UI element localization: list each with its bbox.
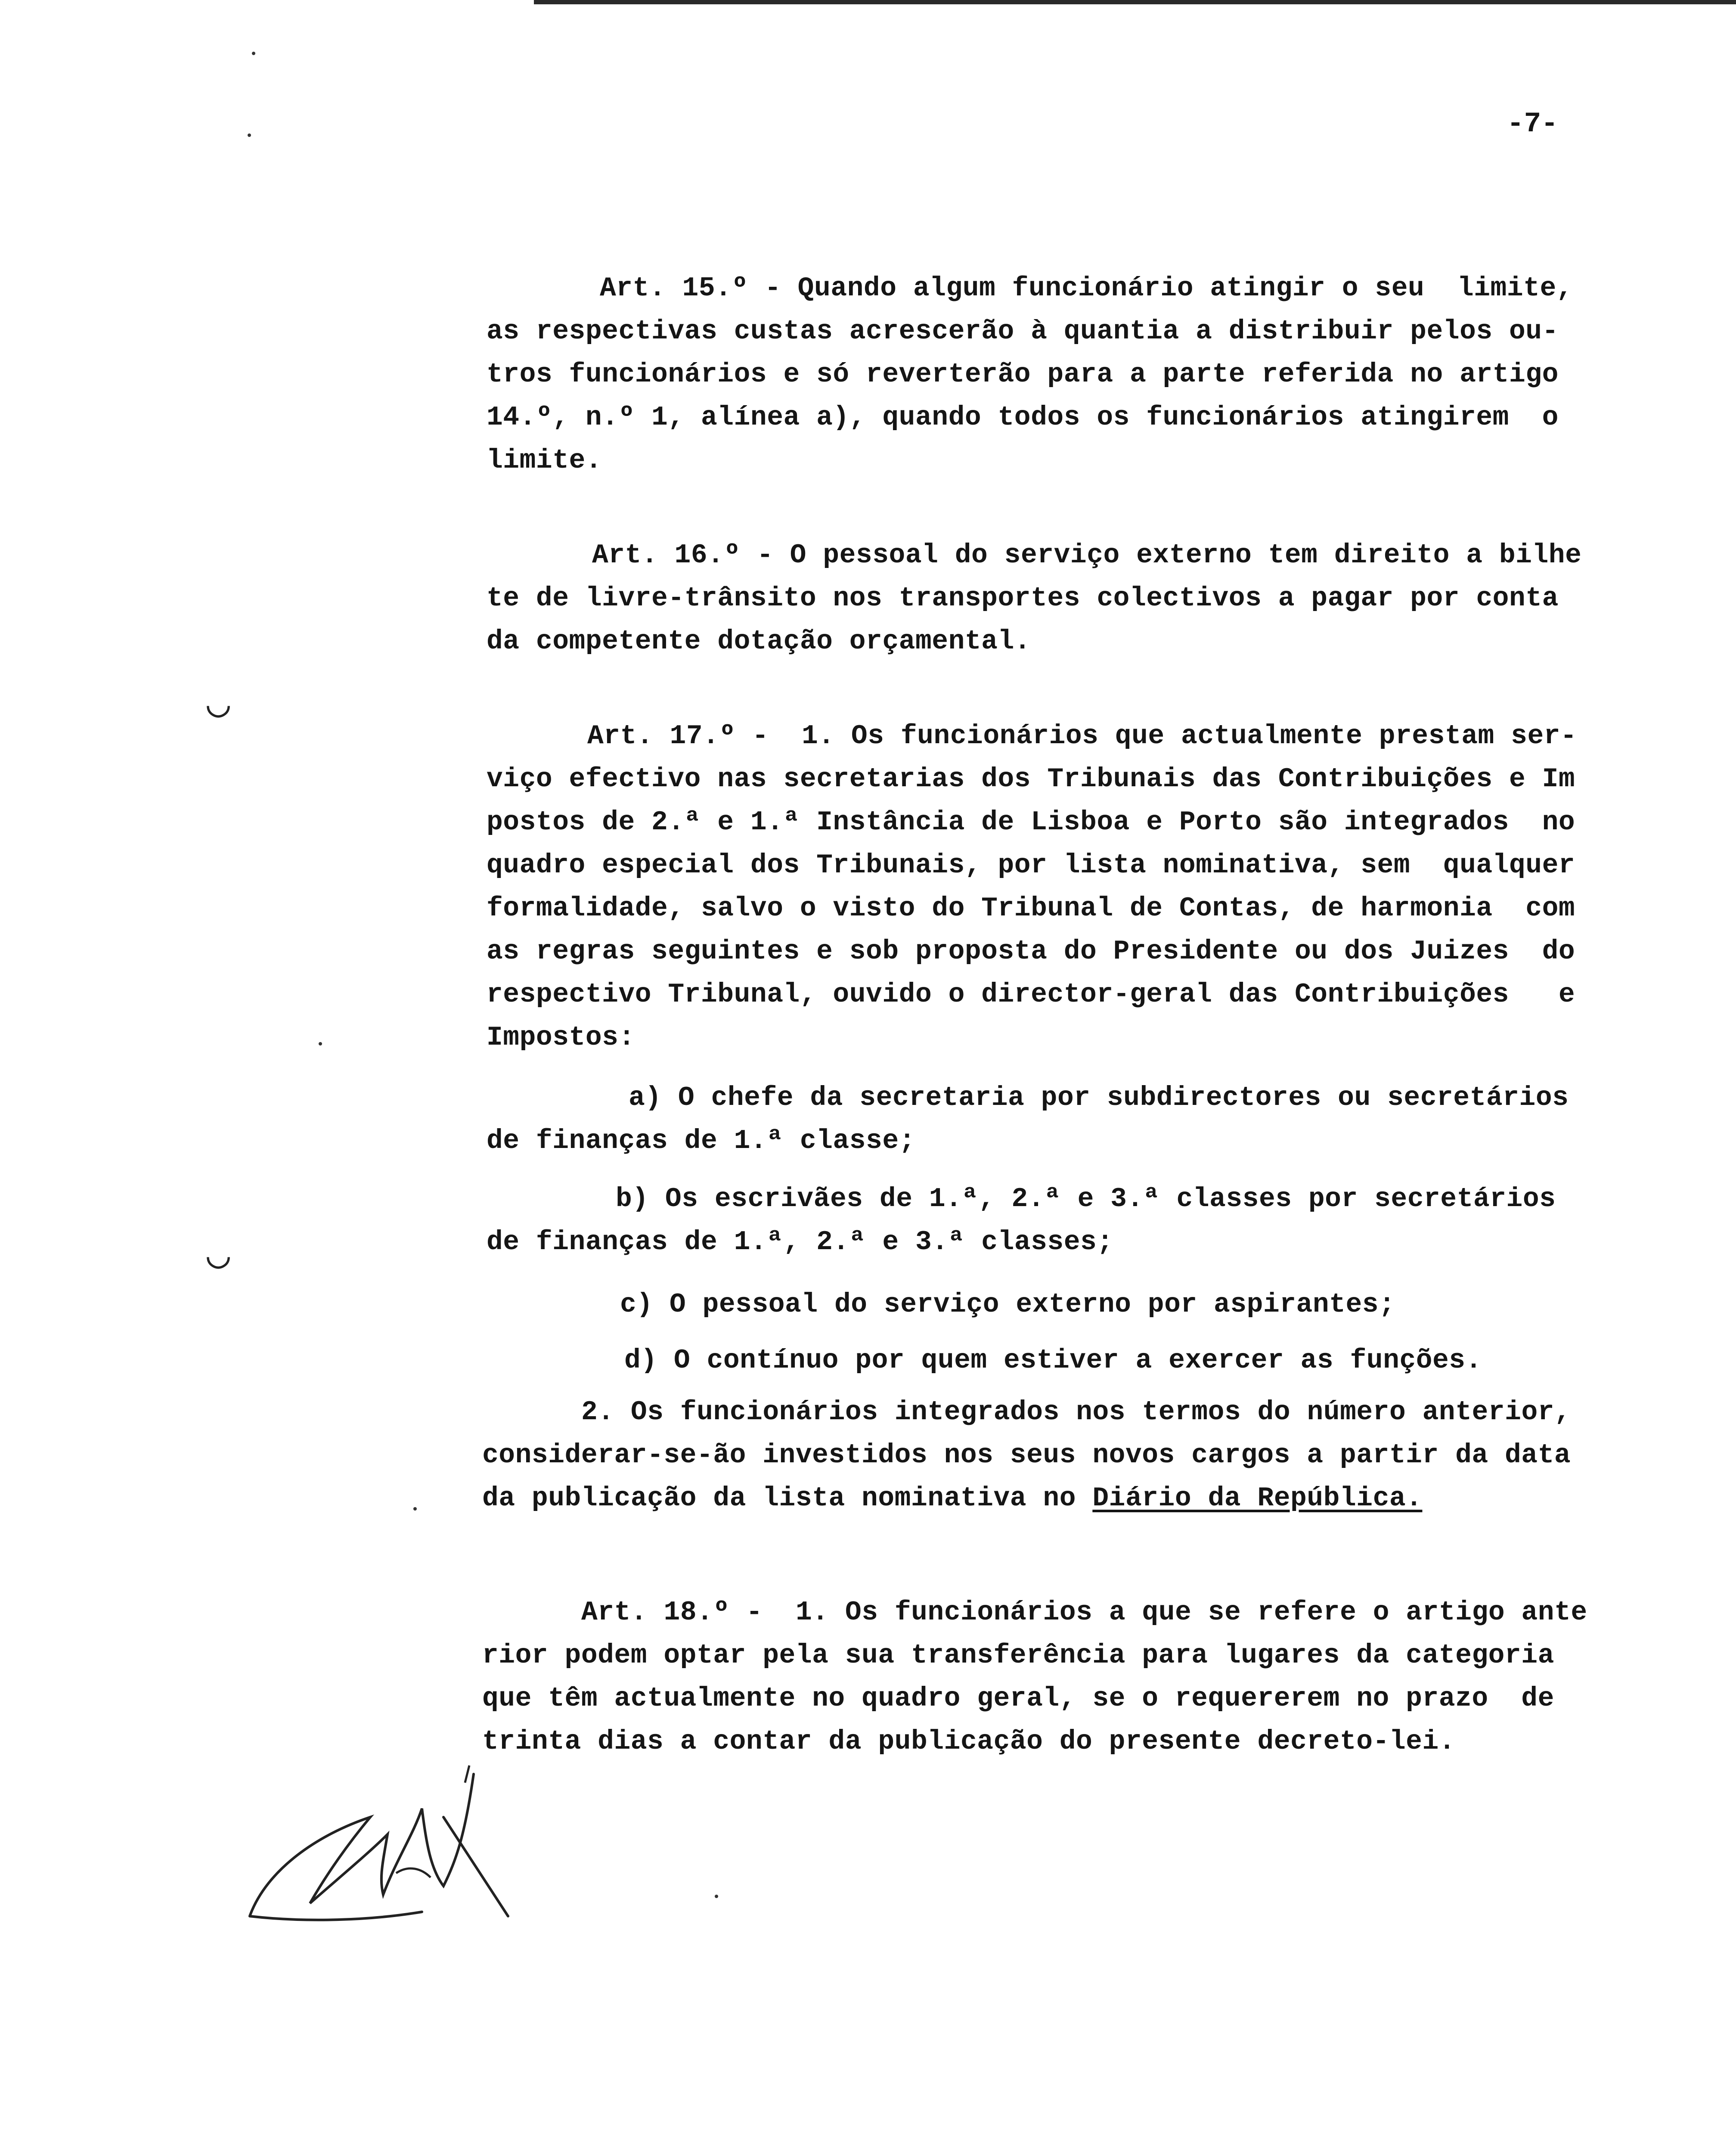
text-line: c) O pessoal do serviço externo por aspirantes;	[620, 1289, 1395, 1320]
text-line: 2. Os funcionários integrados nos termos do número anterior,	[581, 1397, 1571, 1427]
underlined-publication-title: Diário da República.	[1092, 1483, 1423, 1514]
text-line: postos de 2.ª e 1.ª Instância de Lisboa e Porto são integrados no	[487, 807, 1575, 838]
text-line: tros funcionários e só reverterão para a parte referida no artigo	[487, 359, 1559, 390]
text-line: d) O contínuo por quem estiver a exercer as funções.	[624, 1345, 1482, 1376]
text-line: Impostos:	[487, 1022, 635, 1053]
text-line: as respectivas custas acrescerão à quantia a distribuir pelos ou-	[487, 316, 1559, 347]
margin-mark: ◡	[207, 1235, 230, 1279]
text-line: de finanças de 1.ª classe;	[487, 1126, 915, 1156]
text-line: respectivo Tribunal, ouvido o director-geral das Contribuições e	[487, 979, 1575, 1010]
scan-speck	[413, 1507, 417, 1511]
text-line: de finanças de 1.ª, 2.ª e 3.ª classes;	[487, 1227, 1113, 1257]
text-line: Art. 15.º - Quando algum funcionário atingir o seu limite,	[600, 273, 1573, 304]
text-line: te de livre-trânsito nos transportes colectivos a pagar por conta	[487, 583, 1559, 614]
text-segment: da publicação da lista nominativa no	[482, 1483, 1093, 1514]
text-line: viço efectivo nas secretarias dos Tribunais das Contribuições e Im	[487, 764, 1575, 794]
text-line: a) O chefe da secretaria por subdirectores ou secretários	[629, 1083, 1569, 1113]
text-line: trinta dias a contar da publicação do presente decreto-lei.	[482, 1726, 1456, 1757]
page-number: -7-	[1507, 108, 1558, 140]
text-line: b) Os escrivães de 1.ª, 2.ª e 3.ª classes por secretários	[616, 1184, 1556, 1214]
margin-mark: ◡	[207, 684, 230, 728]
text-line: as regras seguintes e sob proposta do Presidente ou dos Juizes do	[487, 936, 1575, 967]
handwritten-signature	[241, 1731, 517, 1929]
scan-speck	[319, 1042, 322, 1045]
text-line: considerar-se-ão investidos nos seus novos cargos a partir da data	[482, 1440, 1571, 1470]
text-line: rior podem optar pela sua transferência para lugares da categoria	[482, 1640, 1554, 1671]
text-line	[482, 1477, 1422, 1520]
text-line: que têm actualmente no quadro geral, se o requererem no prazo de	[482, 1683, 1554, 1714]
text-line: 14.º, n.º 1, alínea a), quando todos os funcionários atingirem o	[487, 402, 1559, 433]
text-line: Art. 18.º - 1. Os funcionários a que se refere o artigo ante	[581, 1597, 1587, 1628]
text-line: quadro especial dos Tribunais, por lista nominativa, sem qualquer	[487, 850, 1575, 881]
text-line: formalidade, salvo o visto do Tribunal de Contas, de harmonia com	[487, 893, 1575, 924]
scan-speck	[252, 52, 255, 55]
page-top-border	[534, 0, 1736, 4]
text-line: limite.	[487, 445, 602, 476]
text-line: da competente dotação orçamental.	[487, 626, 1031, 657]
text-line: Art. 17.º - 1. Os funcionários que actualmente prestam ser-	[587, 721, 1577, 751]
text-line: Art. 16.º - O pessoal do serviço externo tem direito a bilhe	[592, 540, 1582, 571]
scan-speck	[715, 1895, 718, 1898]
scan-speck	[248, 133, 251, 137]
